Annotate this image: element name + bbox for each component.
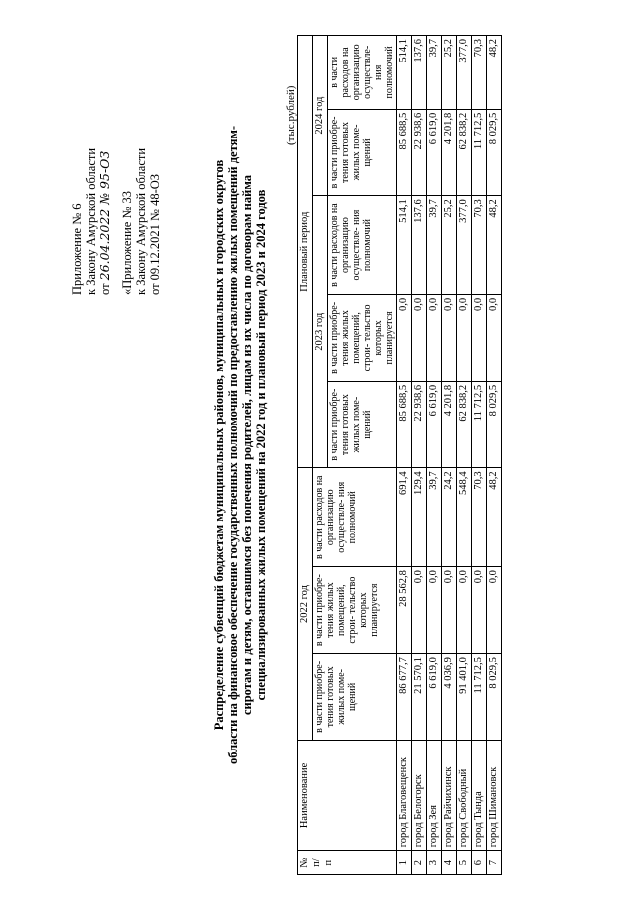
header-2023-org: в части расходов на организацию осуществле- ния полномочий [328, 196, 397, 295]
row-number: 7 [487, 851, 502, 875]
handwritten-date: 26.04.2022 № 95-ОЗ [97, 150, 112, 281]
header-number: № п/ п [298, 851, 397, 875]
row-number: 3 [427, 851, 442, 875]
header-2023-build: в части приобре- тения жилых помещений, строи- тельство которых планируется [328, 294, 397, 381]
cell-2022-org: 39,7 [427, 468, 442, 567]
row-name: город Благовещенск [397, 740, 412, 851]
row-name: город Шимановск [487, 740, 502, 851]
cell-2022-org: 548,4 [457, 468, 472, 567]
row-name: город Белогорск [412, 740, 427, 851]
row-number: 2 [412, 851, 427, 875]
cell-2023-org: 70,3 [472, 196, 487, 295]
cell-2024-ready: 62 838,2 [457, 109, 472, 196]
row-name: город Свободный [457, 740, 472, 851]
cell-2023-build: 0,0 [457, 294, 472, 381]
header-2022-ready: в части приобре- тения готовых жилых поме- щений [313, 654, 397, 741]
table-row [427, 36, 442, 875]
cell-2022-ready: 91 401,0 [457, 654, 472, 741]
cell-2022-build: 0,0 [472, 567, 487, 654]
cell-2022-build: 28 562,8 [397, 567, 412, 654]
cell-2024-ready: 85 688,5 [397, 109, 412, 196]
cell-2024-org: 377,0 [457, 36, 472, 110]
table-row [412, 36, 427, 875]
cell-2023-build: 0,0 [442, 294, 457, 381]
row-number: 6 [472, 851, 487, 875]
cell-2023-ready: 62 838,2 [457, 381, 472, 468]
cell-2024-ready: 11 712,5 [472, 109, 487, 196]
header-2024-org: в части расходов на организацию осуществле- ния полномочий [328, 36, 397, 110]
appendix-date-line [98, 35, 112, 295]
cell-2024-org: 70,3 [472, 36, 487, 110]
cell-2022-build: 0,0 [457, 567, 472, 654]
header-plan-period: Плановый период [298, 36, 313, 468]
table-header-row [298, 36, 313, 875]
cell-2023-org: 377,0 [457, 196, 472, 295]
title-line: сиротам и детям, оставшимся без попечения родителей, лицам из их числа по договорам найма [240, 174, 254, 716]
cell-2024-org: 25,2 [442, 36, 457, 110]
row-number: 1 [397, 851, 412, 875]
cell-2023-build: 0,0 [397, 294, 412, 381]
cell-2022-ready: 4 036,9 [442, 654, 457, 741]
cell-2022-ready: 11 712,5 [472, 654, 487, 741]
cell-2023-ready: 85 688,5 [397, 381, 412, 468]
cell-2023-org: 137,6 [412, 196, 427, 295]
row-name: город Райчихинск [442, 740, 457, 851]
cell-2024-org: 514,1 [397, 36, 412, 110]
header-2024: 2024 год [313, 36, 328, 196]
cell-2024-ready: 4 201,8 [442, 109, 457, 196]
cell-2022-ready: 8 029,5 [487, 654, 502, 741]
table-row [487, 36, 502, 875]
cell-2022-build: 0,0 [412, 567, 427, 654]
table-row [397, 36, 412, 875]
cell-2023-ready: 4 201,8 [442, 381, 457, 468]
cell-2024-org: 48,2 [487, 36, 502, 110]
cell-2024-ready: 8 029,5 [487, 109, 502, 196]
header-2023-ready: в части приобре- тения готовых жилых поме- щений [328, 381, 397, 468]
unit-label: (тыс.рублей) [285, 85, 297, 145]
row-number: 5 [457, 851, 472, 875]
header-2024-ready: в части приобре- тения готовых жилых поме- щений [328, 109, 397, 196]
cell-2022-org: 24,2 [442, 468, 457, 567]
cell-2023-org: 39,7 [427, 196, 442, 295]
table-row [457, 36, 472, 875]
subvention-table [297, 35, 502, 875]
appendix-line: к Закону Амурской области [84, 147, 98, 295]
header-2022-org: в части расходов на организацию осуществле- ния полномочий [313, 468, 397, 567]
cell-2024-ready: 22 938,6 [412, 109, 427, 196]
appendix-date-prefix: от [98, 283, 112, 295]
cell-2022-build: 0,0 [487, 567, 502, 654]
header-2022: 2022 год [298, 468, 313, 740]
row-name: город Зея [427, 740, 442, 851]
cell-2022-ready: 6 619,0 [427, 654, 442, 741]
table-row [472, 36, 487, 875]
appendix-header [70, 35, 162, 295]
cell-2022-ready: 21 570,1 [412, 654, 427, 741]
cell-2024-org: 137,6 [412, 36, 427, 110]
cell-2024-ready: 6 619,0 [427, 109, 442, 196]
cell-2023-org: 25,2 [442, 196, 457, 295]
cell-2023-ready: 8 029,5 [487, 381, 502, 468]
cell-2022-org: 691,4 [397, 468, 412, 567]
cell-2022-org: 70,3 [472, 468, 487, 567]
cell-2023-build: 0,0 [487, 294, 502, 381]
cell-2022-org: 129,4 [412, 468, 427, 567]
appendix-line: «Приложение № 33 [120, 190, 134, 295]
title-line: Распределение субвенций бюджетам муниципальных районов, муниципальных и городских округов [212, 159, 226, 731]
cell-2023-ready: 6 619,0 [427, 381, 442, 468]
title-line: области на финансовое обеспечение государственных полномочий по предоставлению жилых помещений детям- [226, 125, 240, 765]
cell-2023-ready: 22 938,6 [412, 381, 427, 468]
row-number: 4 [442, 851, 457, 875]
cell-2022-ready: 86 677,7 [397, 654, 412, 741]
cell-2023-org: 514,1 [397, 196, 412, 295]
title-line: специализированных жилых помещений на 2022 год и плановый период 2023 и 2024 годов [254, 189, 268, 701]
cell-2023-build: 0,0 [412, 294, 427, 381]
row-name: город Тында [472, 740, 487, 851]
appendix-line: от 09.12.2021 № 48-ОЗ [148, 173, 162, 295]
cell-2023-build: 0,0 [427, 294, 442, 381]
document-title [212, 45, 268, 845]
cell-2022-build: 0,0 [442, 567, 457, 654]
header-name: Наименование [298, 740, 397, 851]
cell-2023-ready: 11 712,5 [472, 381, 487, 468]
header-2022-build: в части приобре- тения жилых помещений, строи- тельство которых планируется [313, 567, 397, 654]
appendix-line: к Закону Амурской области [134, 147, 148, 295]
appendix-line: Приложение № 6 [70, 203, 84, 295]
cell-2024-org: 39,7 [427, 36, 442, 110]
table-row [442, 36, 457, 875]
cell-2022-org: 48,2 [487, 468, 502, 567]
header-2023: 2023 год [313, 196, 328, 468]
cell-2022-build: 0,0 [427, 567, 442, 654]
cell-2023-build: 0,0 [472, 294, 487, 381]
cell-2023-org: 48,2 [487, 196, 502, 295]
